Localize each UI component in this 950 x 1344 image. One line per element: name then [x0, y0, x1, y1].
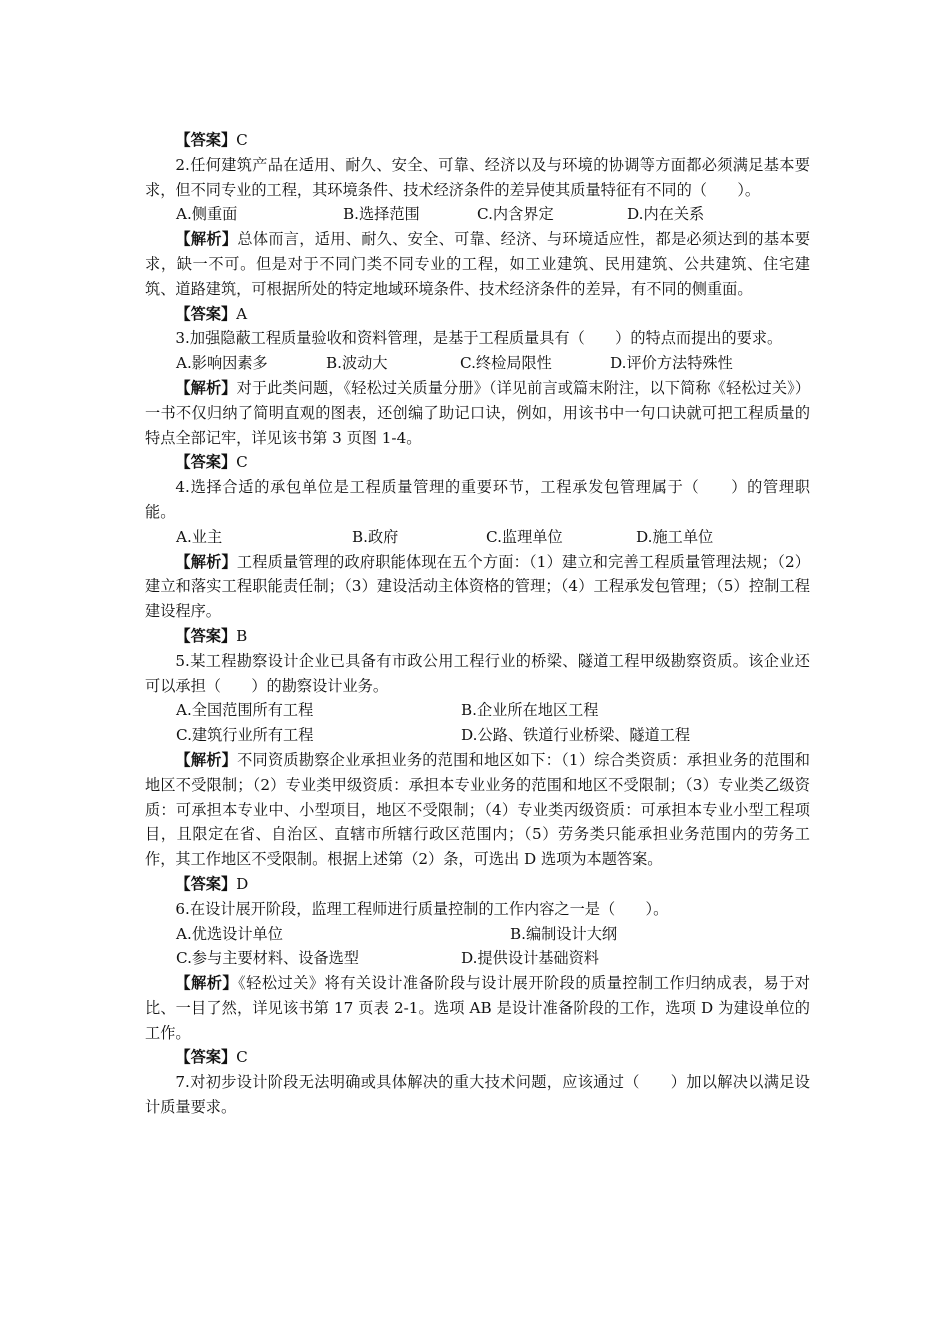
q2-option-c: C.内含界定: [477, 205, 554, 224]
q2-stem: 2.任何建筑产品在适用、耐久、安全、可靠、经济以及与环境的协调等方面都必须满足基本要求，但不同专业的工程，其环境条件、技术经济条件的差异使其质量特征有不同的（ ）。: [145, 155, 810, 199]
q3-options: [145, 351, 810, 376]
q5-options-row-1: [145, 698, 810, 723]
q4-analysis: 【解析】工程质量管理的政府职能体现在五个方面：（1）建立和完善工程质量管理法规；（2）建立和落实工程职能责任制；（3）建设活动主体资格的管理；（4）工程承发包管理；（5）控制工程建设程序。: [145, 552, 810, 621]
q4-options: [145, 525, 810, 550]
q2-option-b: B.选择范围: [343, 205, 420, 224]
q5-option-c: C.建筑行业所有工程: [176, 726, 314, 745]
q5-option-b: B.企业所在地区工程: [461, 701, 599, 720]
q6-options-row-2: [145, 946, 810, 971]
q2-answer: 【答案】A: [175, 304, 248, 323]
document-body: [145, 128, 810, 1120]
q6-stem: 6.在设计展开阶段，监理工程师进行质量控制的工作内容之一是（ ）。: [175, 899, 669, 918]
q4-option-b: B.政府: [352, 527, 399, 546]
q5-stem: 5.某工程勘察设计企业已具备有市政公用工程行业的桥梁、隧道工程甲级勘察资质。该企业还可以承担（ ）的勘察设计业务。: [145, 651, 810, 695]
q6-options-row-1: [145, 922, 810, 947]
q3-stem: 3.加强隐蔽工程质量验收和资料管理，是基于工程质量具有（ ）的特点而提出的要求。: [175, 329, 783, 348]
q2-analysis: 【解析】总体而言，适用、耐久、安全、可靠、经济、与环境适应性，都是必须达到的基本要求，缺一不可。但是对于不同门类不同专业的工程，如工业建筑、民用建筑、公共建筑、住宅建筑、道路建筑，可根据所处的特定地域环境条件、技术经济条件的差异，有不同的侧重面。: [145, 230, 811, 298]
q3-answer: 【答案】C: [175, 453, 248, 472]
q1-answer: 【答案】C: [175, 131, 248, 149]
q3-analysis: 【解析】对于此类问题，《轻松过关质量分册》（详见前言或篇末附注，以下简称《轻松过关》）一书不仅归纳了简明直观的图表，还创编了助记口诀，例如，用该书中一句口诀就可把工程质量的特点全部记牢，详见该书第 3 页图 1-4。: [145, 378, 811, 447]
q5-analysis: 【解析】不同资质勘察企业承担业务的范围和地区如下：（1）综合类资质：承担业务的范围和地区不受限制；（2）专业类甲级资质：承担本专业业务的范围和地区不受限制；（3）专业类乙级资质：可承担本专业中、小型项目，地区不受限制；（4）专业类丙级资质：可承担本专业小型工程项目，且限定在省、自治区、直辖市所辖行政区范围内；（5）劳务类只能承担业务范围内的劳务工作，其工作地区不受限制。根据上述第（2）条，可选出 D 选项为本题答案。: [145, 750, 810, 869]
q4-option-c: C.监理单位: [486, 527, 563, 546]
q6-option-b: B.编制设计大纲: [510, 924, 618, 943]
q3-option-c: C.终检局限性: [460, 354, 552, 373]
q6-option-a: A.优选设计单位: [176, 924, 283, 943]
q4-option-d: D.施工单位: [636, 527, 714, 546]
q2-options: [145, 202, 810, 227]
q7-stem: 7.对初步设计阶段无法明确或具体解决的重大技术问题，应该通过（ ）加以解决以满足设计质量要求。: [145, 1073, 810, 1117]
q6-option-d: D.提供设计基础资料: [461, 949, 599, 968]
q6-option-c: C.参与主要材料、设备选型: [176, 949, 359, 968]
q5-answer: 【答案】D: [175, 874, 249, 893]
q2-option-a: A.侧重面: [176, 205, 238, 224]
q5-options-row-2: [145, 723, 810, 748]
q3-option-b: B.波动大: [326, 354, 388, 373]
q6-answer: 【答案】C: [175, 1048, 248, 1067]
q4-option-a: A.业主: [176, 527, 223, 546]
q3-option-d: D.评价方法特殊性: [610, 354, 733, 373]
q6-analysis: 【解析】《轻松过关》将有关设计准备阶段与设计展开阶段的质量控制工作归纳成表，易于对比、一目了然，详见该书第 17 页表 2-1。选项 AB 是设计准备阶段的工作，选项 D 为建设单位的工作。: [145, 974, 810, 1042]
q4-stem: 4.选择合适的承包单位是工程质量管理的重要环节，工程承发包管理属于（ ）的管理职能。: [145, 478, 810, 521]
q5-option-d: D.公路、铁道行业桥梁、隧道工程: [461, 726, 691, 745]
q4-answer: 【答案】B: [175, 626, 248, 645]
q2-option-d: D.内在关系: [627, 205, 705, 224]
q5-option-a: A.全国范围所有工程: [176, 701, 314, 720]
q3-option-a: A.影响因素多: [176, 354, 268, 373]
